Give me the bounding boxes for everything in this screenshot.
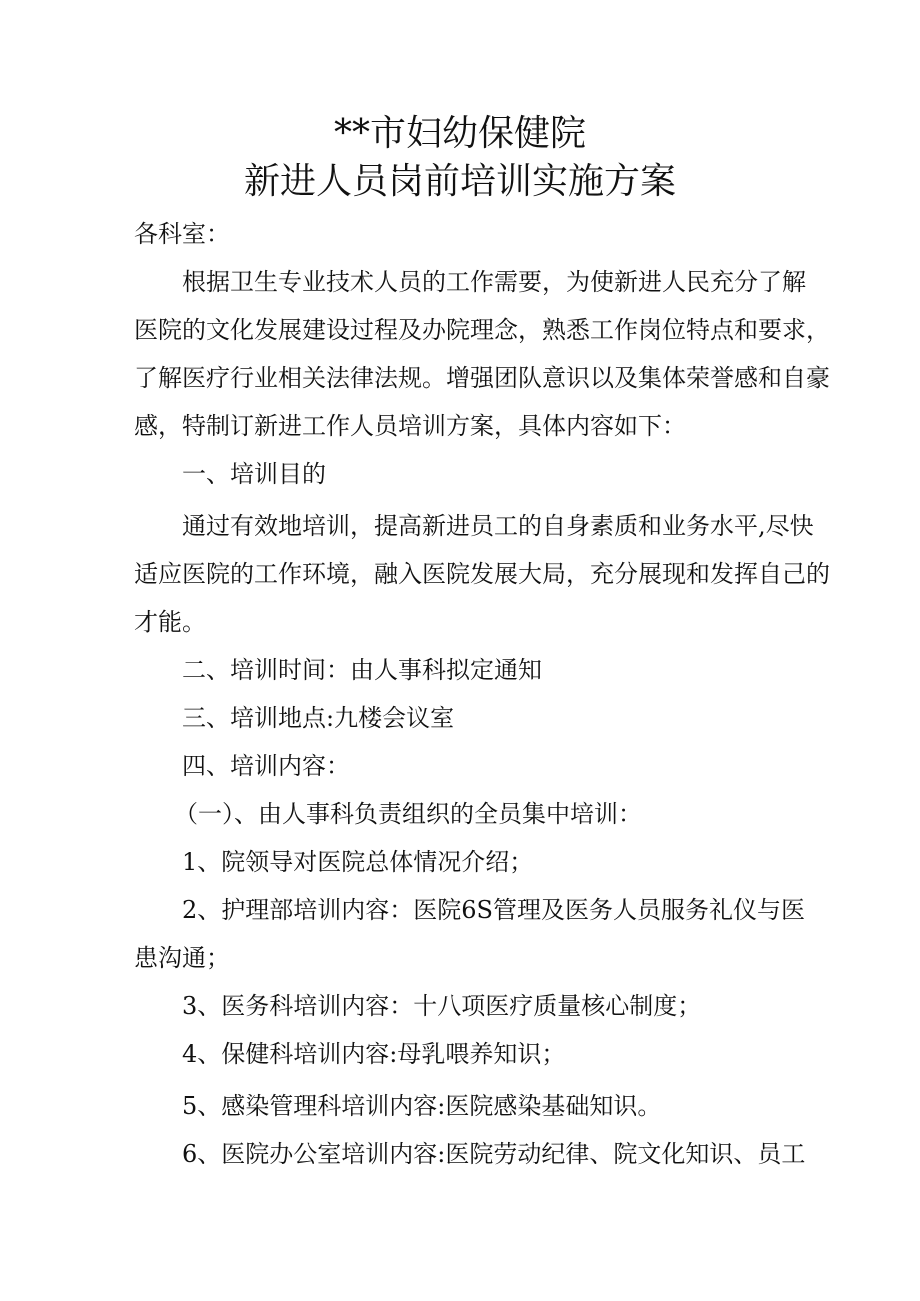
salutation: 各科室： [134, 220, 230, 248]
subsection1-heading: （一）、由人事科负责组织的全员集中培训： [174, 800, 642, 828]
item-5: 5、感染管理科培训内容:医院感染基础知识。 [182, 1092, 662, 1120]
section1-line-1: 通过有效地培训，提高新进员工的自身素质和业务水平,尽快 [182, 512, 814, 540]
document-title-line-1: **市妇幼保健院 [333, 113, 586, 154]
section1-heading: 一、培训目的 [182, 460, 326, 488]
section1-line-3: 才能。 [134, 608, 206, 636]
item-2: 2、护理部培训内容：医院6S管理及医务人员服务礼仪与医 [182, 896, 805, 924]
document-title-line-2: 新进人员岗前培训实施方案 [243, 161, 676, 202]
intro-line-3: 了解医疗行业相关法律法规。增强团队意识以及集体荣誉感和自豪 [134, 364, 830, 392]
section3-line: 三、培训地点:九楼会议室 [182, 704, 455, 732]
item-3: 3、医务科培训内容：十八项医疗质量核心制度； [182, 992, 702, 1020]
intro-line-1: 根据卫生专业技术人员的工作需要，为使新进人民充分了解 [182, 268, 806, 296]
intro-line-4: 感，特制订新进工作人员培训方案，具体内容如下： [134, 412, 686, 440]
section4-line: 四、培训内容： [182, 752, 350, 780]
item-6: 6、医院办公室培训内容:医院劳动纪律、院文化知识、员工 [182, 1140, 806, 1168]
item-2-continued: 患沟通； [134, 944, 230, 972]
intro-line-2: 医院的文化发展建设过程及办院理念，熟悉工作岗位特点和要求， [134, 316, 830, 344]
item-1: 1、院领导对医院总体情况介绍； [182, 848, 534, 876]
section1-line-2: 适应医院的工作环境，融入医院发展大局，充分展现和发挥自己的 [134, 560, 830, 588]
section2-line: 二、培训时间：由人事科拟定通知 [182, 656, 542, 684]
item-4: 4、保健科培训内容:母乳喂养知识； [182, 1040, 566, 1068]
